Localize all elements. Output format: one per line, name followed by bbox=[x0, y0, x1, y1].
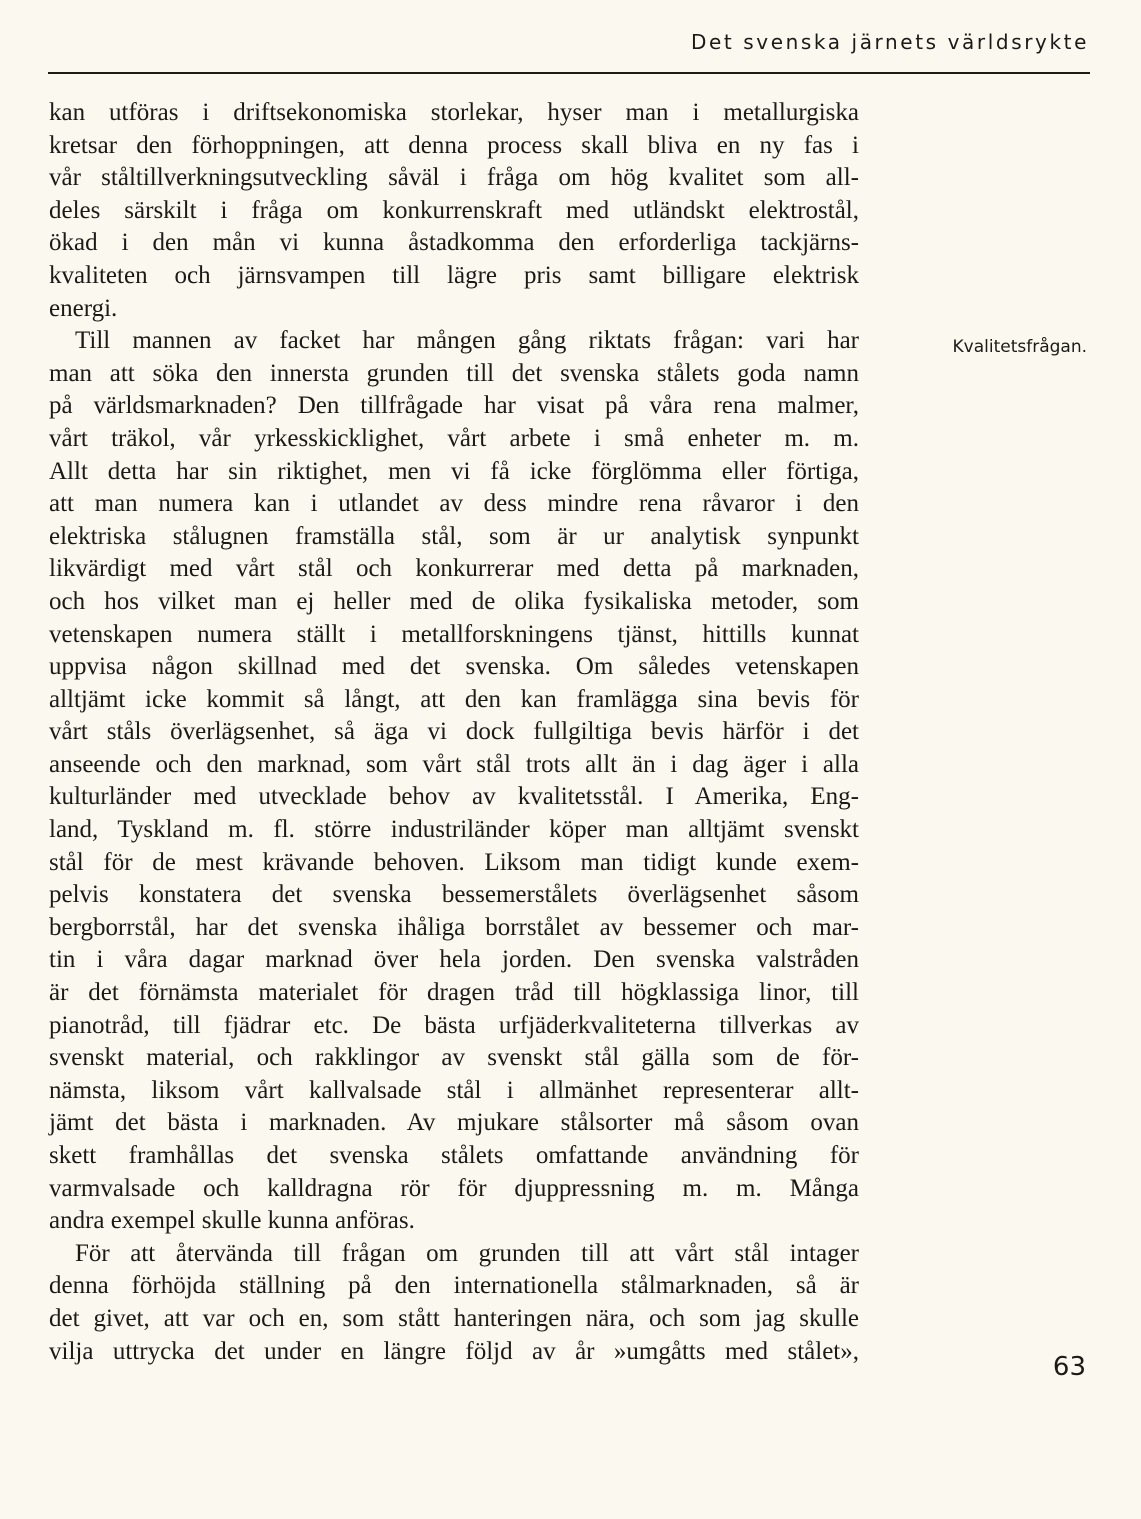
text-line: vårt träkol, vår yrkesskicklighet, vårt arbete i små enheter m. m. bbox=[49, 424, 859, 452]
text-line: andra exempel skulle kunna anföras. bbox=[49, 1207, 415, 1235]
text-line: pianotråd, till fjädrar etc. De bästa urfjäderkvaliteterna tillverkas av bbox=[49, 1011, 859, 1039]
text-line: jämt det bästa i marknaden. Av mjukare stålsorter må såsom ovan bbox=[49, 1109, 859, 1137]
text-line: alltjämt icke kommit så långt, att den kan framlägga sina bevis för bbox=[49, 685, 859, 713]
text-line: vårt ståls överlägsenhet, så äga vi dock fullgiltiga bevis härför i det bbox=[49, 718, 859, 746]
text-line: likvärdigt med vårt stål och konkurrerar med detta på marknaden, bbox=[49, 555, 859, 583]
text-line: vår ståltillverkningsutveckling såväl i fråga om hög kvalitet som all- bbox=[49, 164, 859, 192]
text-line: uppvisa någon skillnad med det svenska. Om således vetenskapen bbox=[49, 653, 859, 681]
text-line: För att återvända till frågan om grunden till att vårt stål intager bbox=[75, 1239, 859, 1267]
text-line: på världsmarknaden? Den tillfrågade har visat på våra rena malmer, bbox=[49, 392, 859, 420]
text-line: man att söka den innersta grunden till det svenska stålets goda namn bbox=[49, 359, 859, 387]
text-line: land, Tyskland m. fl. större industriländer köper man alltjämt svenskt bbox=[49, 816, 859, 844]
text-line: tin i våra dagar marknad över hela jorden. Den svenska valstråden bbox=[49, 946, 859, 974]
page-number: 63 bbox=[1052, 1352, 1086, 1382]
text-line: det givet, att var och en, som stått hanteringen nära, och som jag skulle bbox=[49, 1304, 859, 1332]
text-line: vilja uttrycka det under en längre följd av år »umgåtts med stålet», bbox=[49, 1337, 859, 1365]
text-line: bergborrstål, har det svenska ihåliga borrstålet av bessemer och mar- bbox=[49, 913, 859, 941]
text-line: energi. bbox=[49, 294, 118, 322]
running-head: Det svenska järnets världsrykte bbox=[690, 30, 1089, 54]
text-line: att man numera kan i utlandet av dess mindre rena råvaror i den bbox=[49, 490, 859, 518]
text-line: varmvalsade och kalldragna rör för djuppressning m. m. Många bbox=[49, 1174, 859, 1202]
text-line: pelvis konstatera det svenska bessemerstålets överlägsenhet såsom bbox=[49, 881, 859, 909]
text-line: svenskt material, och rakklingor av svenskt stål gälla som de för- bbox=[49, 1044, 859, 1072]
text-line: elektriska stålugnen framställa stål, som är ur analytisk synpunkt bbox=[49, 522, 859, 550]
text-line: Till mannen av facket har mången gång riktats frågan: vari har bbox=[75, 327, 859, 355]
text-line: ökad i den mån vi kunna åstadkomma den erforderliga tackjärns- bbox=[49, 229, 859, 257]
text-line: kvaliteten och järnsvampen till lägre pris samt billigare elektrisk bbox=[49, 261, 859, 289]
margin-note: Kvalitetsfrågan. bbox=[952, 337, 1087, 357]
text-line: kretsar den förhoppningen, att denna process skall bliva en ny fas i bbox=[49, 131, 859, 159]
header-rule bbox=[48, 72, 1090, 74]
text-line: kan utföras i driftsekonomiska storlekar, hyser man i metallurgiska bbox=[49, 99, 859, 126]
text-line: Allt detta har sin riktighet, men vi få icke förglömma eller förtiga, bbox=[49, 457, 859, 485]
text-line: vetenskapen numera ställt i metallforskningens tjänst, hittills kunnat bbox=[49, 620, 859, 648]
text-line: kulturländer med utvecklade behov av kvalitetsstål. I Amerika, Eng- bbox=[49, 783, 859, 811]
text-line: deles särskilt i fråga om konkurrenskraft med utländskt elektrostål, bbox=[49, 196, 859, 224]
text-line: denna förhöjda ställning på den internationella stålmarknaden, så är bbox=[49, 1272, 859, 1300]
text-line: stål för de mest krävande behoven. Liksom man tidigt kunde exem- bbox=[49, 848, 859, 876]
text-line: anseende och den marknad, som vårt stål trots allt än i dag äger i alla bbox=[49, 750, 859, 778]
text-line: är det förnämsta materialet för dragen tråd till högklassiga linor, till bbox=[49, 979, 859, 1007]
text-line: nämsta, liksom vårt kallvalsade stål i allmänhet representerar allt- bbox=[49, 1076, 859, 1104]
body-text bbox=[49, 97, 859, 1368]
text-line: och hos vilket man ej heller med de olika fysikaliska metoder, som bbox=[49, 587, 859, 615]
text-line: skett framhållas det svenska stålets omfattande användning för bbox=[49, 1142, 859, 1169]
